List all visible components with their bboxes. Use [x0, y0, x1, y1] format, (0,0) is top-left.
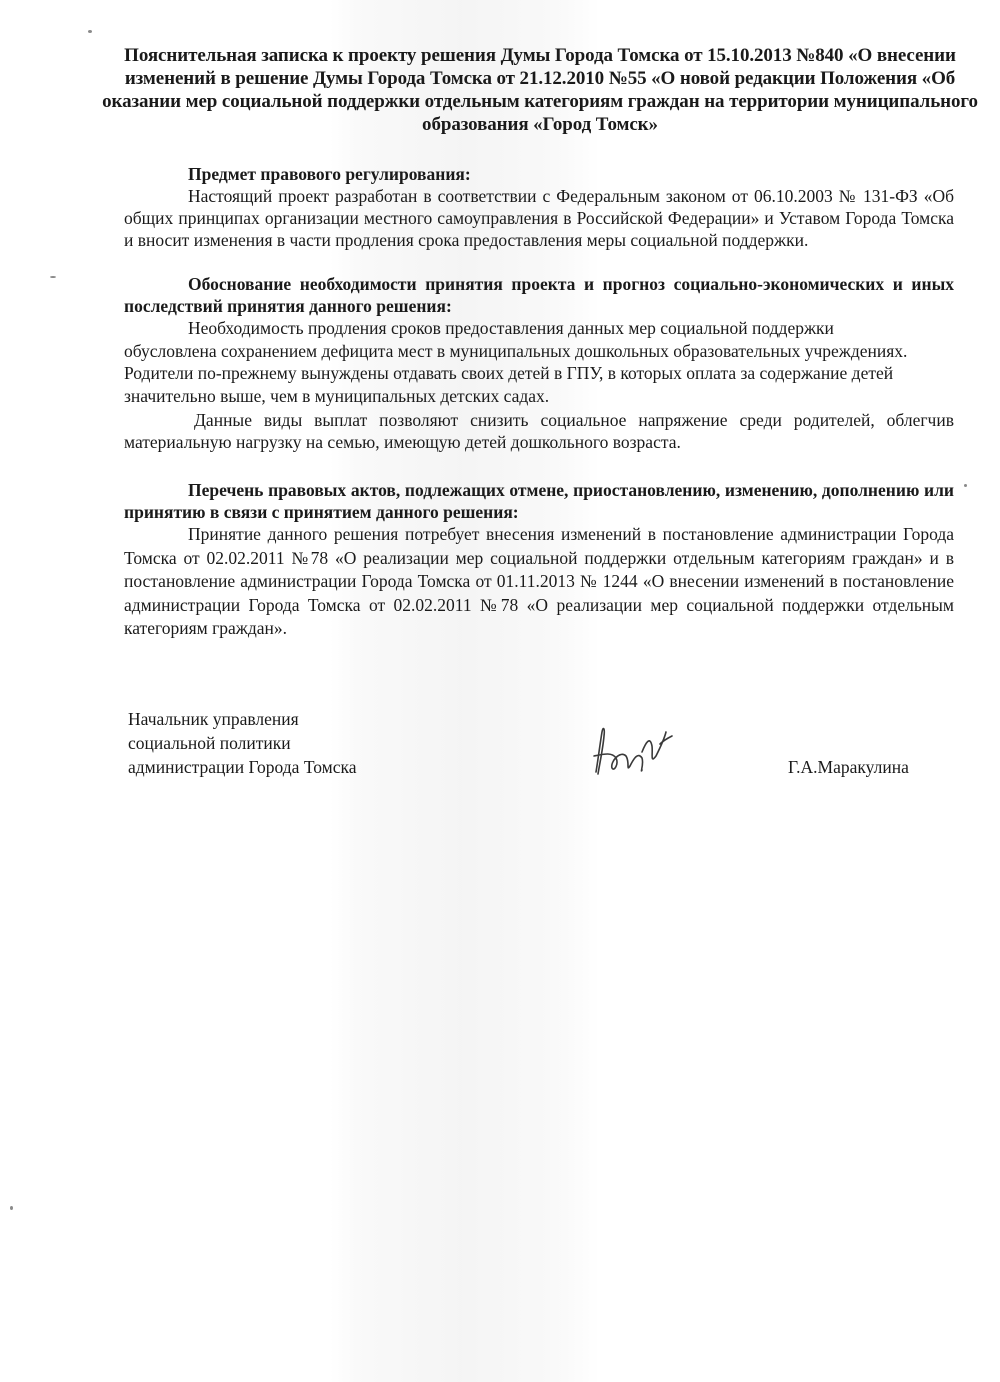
signatory-position: [128, 707, 356, 779]
section-heading-rationale-content: Обоснование необходимости принятия проекта и прогноз социально-экономических и иных последствий принятия данного решения:: [124, 274, 954, 316]
section-heading-acts-content: Перечень правовых актов, подлежащих отмене, приостановлению, изменению, дополнению или принятию в связи с принятием данного решения:: [124, 480, 954, 522]
scan-speck: [964, 484, 967, 487]
section-text-acts-content: Принятие данного решения потребует внесения изменений в постановление администрации Города Томска от 02.02.2011 №78 «О реализации мер социальной поддержки отдельным категориям граждан» и в постановление администрации Города Томска от 01.11.2013 № 1244 «О внесении изменений в постановление администрации Города Томска от 02.02.2011 №78 «О реализации мер социальной поддержки отдельным категориям граждан».: [124, 524, 954, 638]
section-text-acts: [124, 523, 954, 641]
rationale-paragraph-1-content: Необходимость продления сроков предоставления данных мер социальной поддержки обусловлена сохранением дефицита мест в муниципальных дошкольных образовательных учреждениях. Родители по-прежнему вынуждены отдавать своих детей в ГПУ, в которых оплата за содержание детей значительно выше, чем в муниципальных детских садах.: [124, 318, 908, 406]
section-heading-subject: Предмет правового регулирования:: [188, 164, 471, 184]
rationale-paragraph-2-content: Данные виды выплат позволяют снизить социальное напряжение среди родителей, облегчив материальную нагрузку на семью, имеющую детей дошкольного возраста.: [124, 410, 954, 452]
section-heading-acts: [124, 479, 954, 523]
signatory-position-line-2: социальной политики: [128, 733, 291, 753]
document-title: Пояснительная записка к проекту решения Думы Города Томска от 15.10.2013 №840 «О внесении изменений в решение Думы Города Томска от 21.12.2010 №55 «О новой редакции Положения «Об оказании мер социальной поддержки отдельным категориям граждан на территории муниципального образования «Город Томск»: [102, 45, 978, 135]
scan-speck: [88, 30, 92, 33]
signatory-name: Г.А.Маракулина: [788, 757, 909, 777]
signatory-position-line-3: администрации Города Томска: [128, 757, 357, 777]
signatory-position-line-1: Начальник управления: [128, 709, 299, 729]
section-text-subject-content: Настоящий проект разработан в соответствии с Федеральным законом от 06.10.2003 № 131-ФЗ «Об общих принципах организации местного самоуправления в Российской Федерации» и Уставом Города Томска и вносит изменения в части продления срока предоставления меры социальной поддержки.: [124, 186, 954, 250]
handwritten-signature: [586, 722, 676, 778]
rationale-paragraph-1: [124, 317, 924, 407]
scan-speck: [50, 276, 56, 278]
scan-speck: [10, 1206, 13, 1210]
section-text-subject: [124, 185, 954, 251]
rationale-paragraph-2: [124, 409, 954, 453]
section-heading-rationale: [124, 273, 954, 317]
